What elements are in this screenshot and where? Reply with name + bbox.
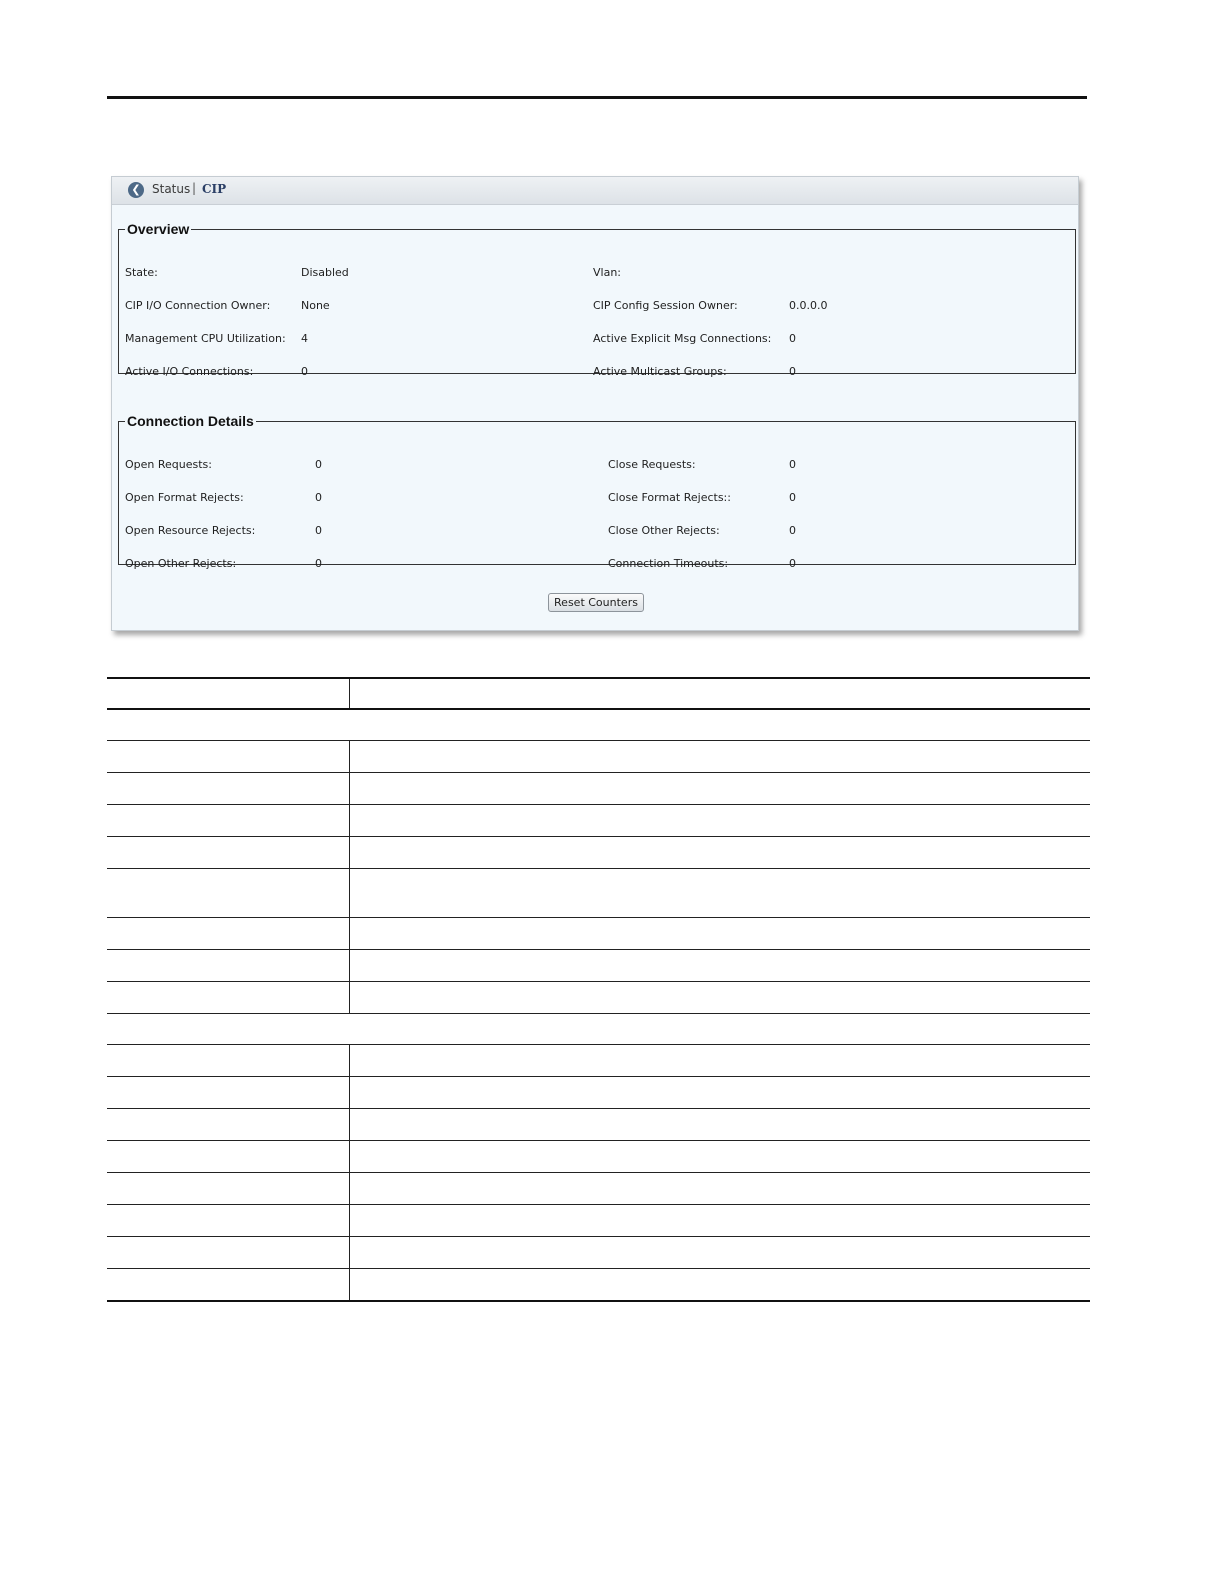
table-row <box>107 1269 1090 1302</box>
open-format-rejects-label: Open Format Rejects: <box>125 491 244 504</box>
open-resource-rejects-label: Open Resource Rejects: <box>125 524 256 537</box>
connection-timeouts-value: 0 <box>789 557 796 570</box>
cip-io-owner-label: CIP I/O Connection Owner: <box>125 299 271 312</box>
mgmt-cpu-value: 4 <box>301 332 308 345</box>
reset-counters-button[interactable]: Reset Counters <box>548 593 644 612</box>
mgmt-cpu-label: Management CPU Utilization: <box>125 332 286 345</box>
table-row <box>107 773 1090 805</box>
active-io-label: Active I/O Connections: <box>125 365 254 378</box>
multicast-groups-label: Active Multicast Groups: <box>593 365 727 378</box>
close-format-rejects-label: Close Format Rejects:: <box>608 491 731 504</box>
open-other-rejects-value: 0 <box>315 557 322 570</box>
breadcrumb-status-link[interactable]: Status <box>152 182 191 196</box>
open-format-rejects-value: 0 <box>315 491 322 504</box>
table-section-row <box>107 710 1090 741</box>
table-row <box>107 982 1090 1014</box>
back-arrow-icon[interactable]: ❮ <box>128 182 144 198</box>
close-requests-value: 0 <box>789 458 796 471</box>
vlan-label: Vlan: <box>593 266 621 279</box>
table-row <box>107 1173 1090 1205</box>
table-row <box>107 741 1090 773</box>
table-row <box>107 950 1090 982</box>
close-format-rejects-value: 0 <box>789 491 796 504</box>
close-other-rejects-label: Close Other Rejects: <box>608 524 720 537</box>
state-label: State: <box>125 266 158 279</box>
cip-io-owner-value: None <box>301 299 330 312</box>
table-row <box>107 1045 1090 1077</box>
multicast-groups-value: 0 <box>789 365 796 378</box>
table-row <box>107 1237 1090 1269</box>
open-requests-value: 0 <box>315 458 322 471</box>
active-io-value: 0 <box>301 365 308 378</box>
overview-group <box>118 221 1076 378</box>
cip-status-panel <box>111 176 1079 631</box>
explicit-msg-value: 0 <box>789 332 796 345</box>
table-row <box>107 1077 1090 1109</box>
table-section-row <box>107 1014 1090 1045</box>
table-row <box>107 1205 1090 1237</box>
overview-title: Overview <box>127 221 190 237</box>
breadcrumb <box>112 177 1078 205</box>
description-table <box>107 677 1090 1302</box>
table-row <box>107 918 1090 950</box>
breadcrumb-current: CIP <box>202 182 227 196</box>
cip-config-owner-value: 0.0.0.0 <box>789 299 828 312</box>
cip-config-owner-label: CIP Config Session Owner: <box>593 299 738 312</box>
table-row <box>107 869 1090 918</box>
close-requests-label: Close Requests: <box>608 458 696 471</box>
explicit-msg-label: Active Explicit Msg Connections: <box>593 332 772 345</box>
table-row <box>107 1141 1090 1173</box>
table-row <box>107 837 1090 869</box>
open-resource-rejects-value: 0 <box>315 524 322 537</box>
page-top-rule <box>107 96 1087 99</box>
close-other-rejects-value: 0 <box>789 524 796 537</box>
table-header-row <box>107 677 1090 710</box>
open-other-rejects-label: Open Other Rejects: <box>125 557 237 570</box>
connection-timeouts-label: Connection Timeouts: <box>608 557 729 570</box>
open-requests-label: Open Requests: <box>125 458 212 471</box>
connection-details-group <box>118 413 1076 570</box>
breadcrumb-separator: | <box>192 181 197 195</box>
state-value: Disabled <box>301 266 349 279</box>
table-row <box>107 805 1090 837</box>
connection-details-title: Connection Details <box>127 413 254 429</box>
table-row <box>107 1109 1090 1141</box>
